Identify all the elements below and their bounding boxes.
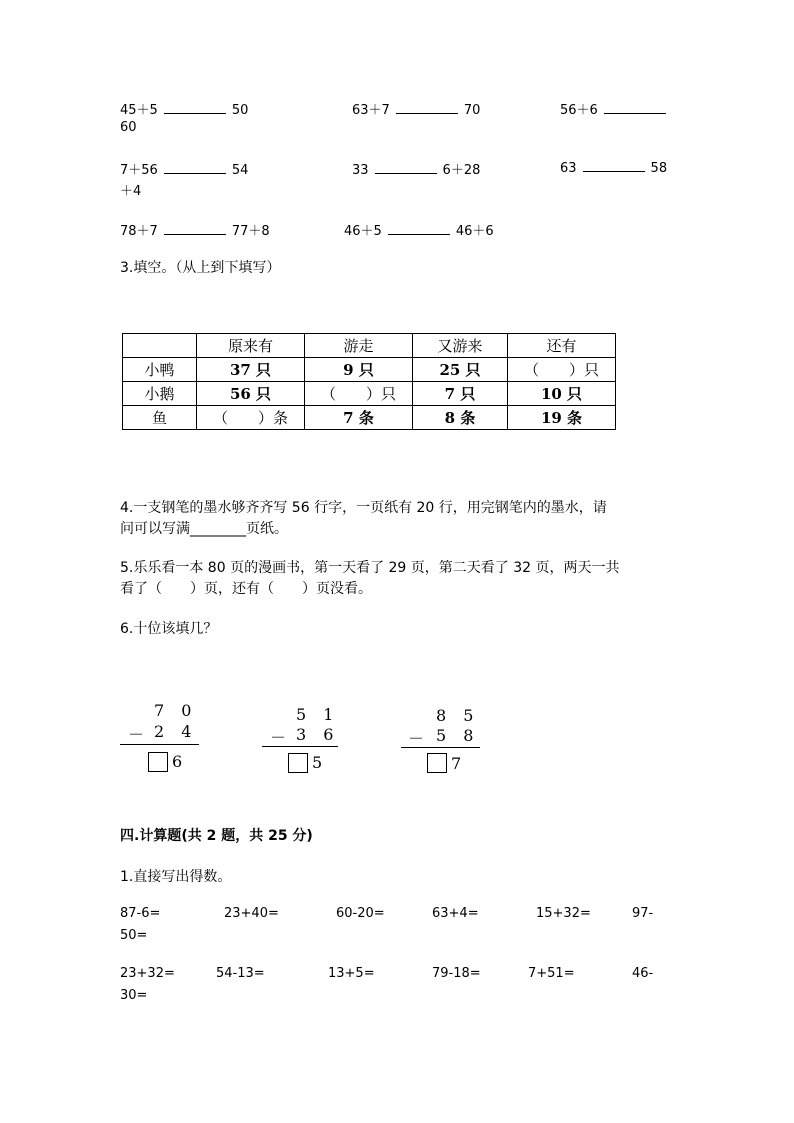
compare-item (120, 159, 248, 178)
compare-left: 46＋5 (344, 224, 382, 239)
table-cell-answer[interactable]: （ ）条 (197, 406, 305, 430)
compare-left: 63 (560, 161, 577, 176)
calc-item-wrap: 50= (120, 928, 148, 943)
table-cell-answer[interactable]: （ ）只 (508, 358, 616, 382)
minus-sign: － (270, 728, 287, 747)
compare-right: 70 (463, 103, 481, 118)
compare-item (560, 99, 672, 118)
question-6-title: 6.十位该填几？ (120, 621, 218, 637)
subtrahend: 2 4 (154, 722, 198, 741)
section-4-q1-title: 1.直接写出得数。 (120, 869, 232, 885)
answer-box[interactable] (288, 753, 308, 773)
calc-item: 60-20= (336, 906, 385, 921)
minuend: 7 0 (154, 701, 198, 720)
answer-blank[interactable] (583, 159, 645, 172)
answer-blank[interactable] (396, 101, 458, 114)
table-header-cell: 原来有 (197, 334, 305, 358)
table-cell: 19 条 (508, 406, 616, 430)
compare-left: 63＋7 (352, 103, 390, 118)
table-header-cell: 又游来 (413, 334, 508, 358)
answer-blank[interactable] (164, 222, 226, 235)
answer-blank[interactable] (388, 222, 450, 235)
minus-sign: － (408, 729, 425, 748)
compare-item (120, 220, 270, 239)
result-ones: 5 (312, 753, 329, 772)
table-cell: 7 只 (413, 382, 508, 406)
compare-right: 50 (231, 103, 249, 118)
table-row (123, 358, 616, 382)
table-row (123, 406, 616, 430)
answer-blank[interactable] (604, 101, 666, 114)
result-ones: 7 (451, 754, 468, 773)
table-cell: 56 只 (197, 382, 305, 406)
compare-left: 33 (352, 163, 369, 178)
table-cell: 8 条 (413, 406, 508, 430)
minuend: 5 1 (296, 705, 340, 724)
calc-item: 7+51= (528, 966, 575, 981)
calc-item: 54-13= (216, 966, 265, 981)
compare-item (344, 220, 494, 239)
table-cell: 37 只 (197, 358, 305, 382)
question-5-line: 5.乐乐看一本 80 页的漫画书，第一天看了 29 页，第二天看了 32 页，两天一共 (120, 560, 620, 576)
compare-right-wrap: ＋4 (120, 184, 142, 199)
compare-right: 54 (231, 163, 249, 178)
compare-left: 7＋56 (120, 163, 158, 178)
calc-item: 46- (632, 966, 654, 981)
result-line (401, 747, 480, 748)
result-line (262, 746, 338, 747)
table-header-cell: 游走 (305, 334, 413, 358)
result-ones: 6 (172, 752, 189, 771)
compare-item (352, 99, 480, 118)
minuend: 8 5 (436, 706, 480, 725)
table-row (123, 382, 616, 406)
result-line (120, 744, 199, 745)
table-cell: 9 只 (305, 358, 413, 382)
calc-item: 87-6= (120, 906, 161, 921)
subtrahend: 5 8 (436, 726, 480, 745)
table-cell-answer[interactable]: （ ）只 (305, 382, 413, 406)
question-4-line: 4.一支钢笔的墨水够齐齐写 56 行字，一页纸有 20 行，用完钢笔内的墨水，请 (120, 500, 607, 516)
table-cell: 鱼 (123, 406, 197, 430)
table-cell: 小鸭 (123, 358, 197, 382)
compare-right: 6＋28 (442, 163, 481, 178)
calc-item: 23+32= (120, 966, 175, 981)
compare-item (120, 99, 248, 118)
subtrahend: 3 6 (296, 725, 340, 744)
compare-item (560, 159, 667, 176)
question-3-title: 3.填空。（从上到下填写） (120, 260, 281, 276)
answer-blank[interactable] (375, 161, 437, 174)
answer-box[interactable] (427, 753, 447, 773)
table-header-row (123, 334, 616, 358)
table-cell: 7 条 (305, 406, 413, 430)
calc-item: 13+5= (328, 966, 375, 981)
question-5-line: 看了（ ）页，还有（ ）页没看。 (120, 581, 372, 597)
question-4-line: 问可以写满________页纸。 (120, 521, 288, 537)
calc-item: 79-18= (432, 966, 481, 981)
table-header-cell (123, 334, 197, 358)
table-cell: 10 只 (508, 382, 616, 406)
fill-table (122, 333, 616, 430)
calc-item: 15+32= (536, 906, 591, 921)
compare-right: 77＋8 (231, 224, 270, 239)
answer-blank[interactable] (164, 161, 226, 174)
compare-right-wrap: 60 (120, 120, 137, 135)
compare-left: 78＋7 (120, 224, 158, 239)
compare-left: 56＋6 (560, 103, 598, 118)
table-header-cell: 还有 (508, 334, 616, 358)
minus-sign: － (128, 725, 145, 744)
answer-box[interactable] (148, 752, 168, 772)
calc-item: 63+4= (432, 906, 479, 921)
compare-item (352, 159, 480, 178)
table-cell: 25 只 (413, 358, 508, 382)
calc-item: 97- (632, 906, 654, 921)
compare-left: 45＋5 (120, 103, 158, 118)
section-4-title: 四.计算题(共 2 题，共 25 分) (120, 828, 313, 844)
answer-blank[interactable] (164, 101, 226, 114)
compare-right: 46＋6 (455, 224, 494, 239)
calc-item-wrap: 30= (120, 988, 148, 1003)
calc-item: 23+40= (224, 906, 279, 921)
table-cell: 小鹅 (123, 382, 197, 406)
compare-right: 58 (650, 161, 668, 176)
